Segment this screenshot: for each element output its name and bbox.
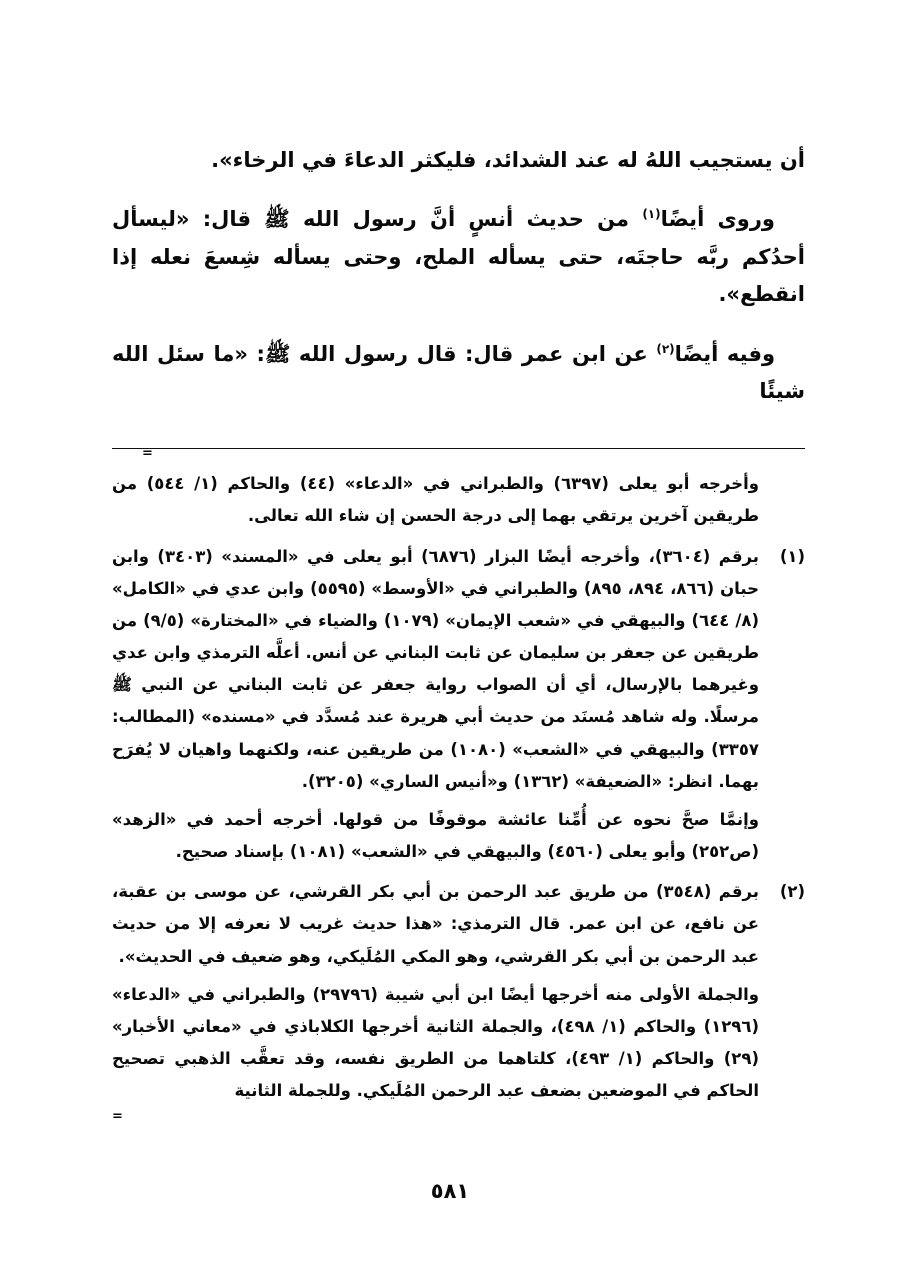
footnote-item-2 <box>112 876 805 1107</box>
footnote-paragraph: برقم (٣٦٠٤)، وأخرجه أيضًا البزار (٦٨٧٦) أبو يعلى في «المسند» (٣٤٠٣) وابن حبان (٨٦٦، ٨٩٤، ٨٩٥) والطبراني في «الأوسط» (٥٥٩٥) وابن عدي في «الكامل» (٨/ ٦٤٤) والبيهقي في «شعب الإيمان» (١٠٧٩) والضياء في «المختارة» (٩/٥) من طريقين عن جعفر بن سليمان عن ثابت البناني عن أنس. أعلَّه الترمذي وابن عدي وغيرهما بالإرسال، أي أن الصواب رواية جعفر عن ثابت البناني عن النبي ﷺ مرسلًا. وله شاهد مُسنَد من حديث أبي هريرة عند مُسدَّد في «مسنده» (المطالب: ٣٣٥٧) والبيهقي في «الشعب» (١٠٨٠) من طريقين عنه، ولكنهما واهيان لا يُفرَح بهما. انظر: «الضعيفة» (١٣٦٢) و«أنيس الساري» (٣٢٠٥). <box>112 546 759 791</box>
paragraph-text: وفيه أيضًا <box>674 341 775 366</box>
footnote-number: (٢) <box>779 882 805 902</box>
main-text <box>112 142 805 410</box>
footnote-paragraph: وإنمَّا صحَّ نحوه عن أُمِّنا عائشة موقوفًا من قولها. أخرجه أحمد في «الزهد» (ص٢٥٢) وأبو يعلى (٤٥٦٠) والبيهقي في «الشعب» (١٠٨١) بإسناد صحيح. <box>112 809 759 862</box>
footnote-separator-area <box>112 448 805 460</box>
body-paragraph-3 <box>112 336 805 411</box>
footnote-item-1 <box>112 541 805 869</box>
footnote-reference-1: (١) <box>642 207 661 222</box>
body-paragraph-2 <box>112 201 805 313</box>
paragraph-text: عن ابن عمر قال: قال رسول الله ﷺ: «ما سئل الله شيئًا <box>112 341 805 403</box>
footnotes-section <box>112 468 805 1122</box>
continuation-marker-bottom: = <box>112 1108 123 1124</box>
footnote-number: (١) <box>779 546 805 566</box>
page-content <box>112 142 805 1123</box>
footnote-paragraph: والجملة الأولى منه أخرجها أيضًا ابن أبي شيبة (٢٩٧٩٦) والطبراني في «الدعاء» (١٢٩٦) والحاكم (١/ ٤٩٨)، والجملة الثانية أخرجها الكلاباذي في «معاني الأخبار» (٢٩) والحاكم (١/ ٤٩٣)، كلتاهما من الطريق نفسه، وقد تعقَّب الذهبي تصحيح الحاكم في الموضعين بضعف عبد الرحمن المُلَيكي. وللجملة الثانية <box>112 984 759 1101</box>
footnote-continuation: وأخرجه أبو يعلى (٦٣٩٧) والطبراني في «الدعاء» (٤٤) والحاكم (١/ ٥٤٤) من طريقين آخرين يرتقي بهما إلى درجة الحسن إن شاء الله تعالى. <box>112 474 759 526</box>
page-number: ٥٨١ <box>430 1179 470 1203</box>
paragraph-text: وروى أيضًا <box>660 207 775 232</box>
footnote-paragraph: برقم (٣٥٤٨) من طريق عبد الرحمن بن أبي بكر القرشي، عن موسى بن عقبة، عن نافع، عن ابن عمر. قال الترمذي: «هذا حديث غريب لا نعرفه إلا من حديث عبد الرحمن بن أبي بكر القرشي، وهو المكي المُلَيكي، وهو ضعيف في الحديث». <box>112 882 759 966</box>
footnote-body <box>112 876 759 1107</box>
continuation-marker-top: = <box>142 446 153 462</box>
paragraph-text: من حديث أنسٍ أنَّ رسول الله ﷺ قال: «ليسأل أحدُكم ربَّه حاجتَه، حتى يسأله الملح، وحتى يسأله شِسعَ نعله إذا انقطع». <box>112 207 805 307</box>
body-paragraph-1: أن يستجيب اللهُ له عند الشدائد، فليكثر الدعاءَ في الرخاء». <box>211 148 805 172</box>
footnote-body <box>112 541 759 869</box>
footnote-reference-2: (٢) <box>656 341 675 356</box>
